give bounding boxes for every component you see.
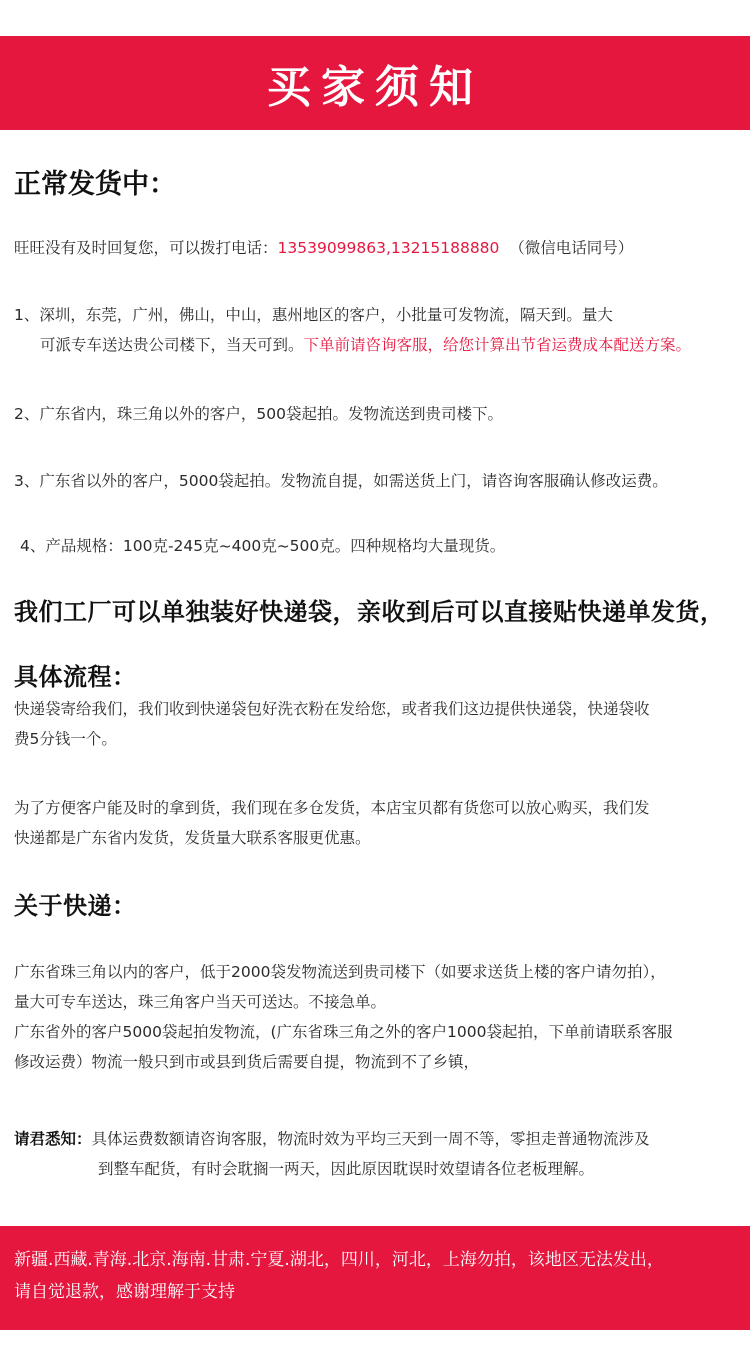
express-line2: 量大可专车送达，珠三角客户当天可送达。不接急单。 bbox=[14, 993, 387, 1011]
list-item-1-line2-text: 可派专车送达贵公司楼下，当天可到。 bbox=[40, 336, 304, 354]
phone-numbers: 13539099863,13215188880 bbox=[277, 239, 500, 257]
express-heading: 关于快递： bbox=[14, 892, 137, 920]
notice-block bbox=[14, 1124, 740, 1184]
list-item-4: 4、产品规格：100克-245克~400克~500克。四种规格均大量现货。 bbox=[20, 537, 506, 555]
restricted-regions-line1: 新疆.西藏.青海.北京.海南.甘肃.宁夏.湖北，四川，河北，上海勿拍，该地区无法发出， bbox=[14, 1250, 664, 1270]
contact-prefix: 旺旺没有及时回复您，可以拨打电话： bbox=[14, 239, 278, 257]
factory-notice-heading: 我们工厂可以单独装好快递袋，亲收到后可以直接贴快递单发货， bbox=[14, 598, 725, 626]
restricted-regions-text bbox=[14, 1244, 736, 1308]
warehouse-paragraph bbox=[14, 793, 740, 853]
notice-line1 bbox=[14, 1124, 740, 1154]
list-item-1-line2 bbox=[14, 330, 740, 360]
list-item-3: 3、广东省以外的客户，5000袋起拍。发物流自提，如需送货上门，请咨询客服确认修改运费。 bbox=[14, 472, 668, 490]
notice-line1-text: 具体运费数额请咨询客服，物流时效为平均三天到一周不等，零担走普通物流涉及 bbox=[91, 1130, 650, 1148]
express-paragraph bbox=[14, 957, 740, 1077]
list-item-2: 2、广东省内，珠三角以外的客户，500袋起拍。发物流送到贵司楼下。 bbox=[14, 405, 503, 423]
notice-line2: 到整车配货，有时会耽搁一两天，因此原因耽误时效望请各位老板理解。 bbox=[98, 1160, 595, 1178]
shipping-status-heading: 正常发货中： bbox=[14, 169, 176, 200]
list-item-1-line1: 1、深圳，东莞，广州，佛山，中山，惠州地区的客户，小批量可发物流，隔天到。量大 bbox=[14, 306, 613, 324]
page-title: 买家须知 bbox=[267, 62, 483, 113]
list-item-1 bbox=[14, 300, 740, 360]
process-heading: 具体流程： bbox=[14, 663, 137, 691]
process-paragraph-line1: 快递袋寄给我们，我们收到快递袋包好洗衣粉在发给您，或者我们这边提供快递袋，快递袋收 bbox=[14, 700, 650, 718]
notice-label: 请君悉知： bbox=[14, 1130, 92, 1148]
express-line1: 广东省珠三角以内的客户，低于2000袋发物流送到贵司楼下（如要求送货上楼的客户请勿拍）， bbox=[14, 963, 666, 981]
contact-line bbox=[14, 233, 740, 263]
process-paragraph-line2: 费5分钱一个。 bbox=[14, 730, 117, 748]
consult-notice: 下单前请咨询客服，给您计算出节省运费成本配送方案。 bbox=[303, 336, 692, 354]
header-banner bbox=[0, 36, 750, 130]
express-line4: 修改运费）物流一般只到市或县到货后需要自提，物流到不了乡镇， bbox=[14, 1053, 480, 1071]
express-line3: 广东省外的客户5000袋起拍发物流，(广东省珠三角之外的客户1000袋起拍，下单前请联系客服 bbox=[14, 1023, 673, 1041]
process-paragraph bbox=[14, 694, 740, 754]
restricted-regions-line2: 请自觉退款，感谢理解于支持 bbox=[14, 1282, 235, 1302]
warehouse-paragraph-line1: 为了方便客户能及时的拿到货，我们现在多仓发货，本店宝贝都有货您可以放心购买，我们发 bbox=[14, 799, 650, 817]
warehouse-paragraph-line2: 快递都是广东省内发货，发货量大联系客服更优惠。 bbox=[14, 829, 371, 847]
restricted-regions-banner bbox=[0, 1226, 750, 1330]
contact-suffix: （微信电话同号） bbox=[509, 239, 634, 257]
